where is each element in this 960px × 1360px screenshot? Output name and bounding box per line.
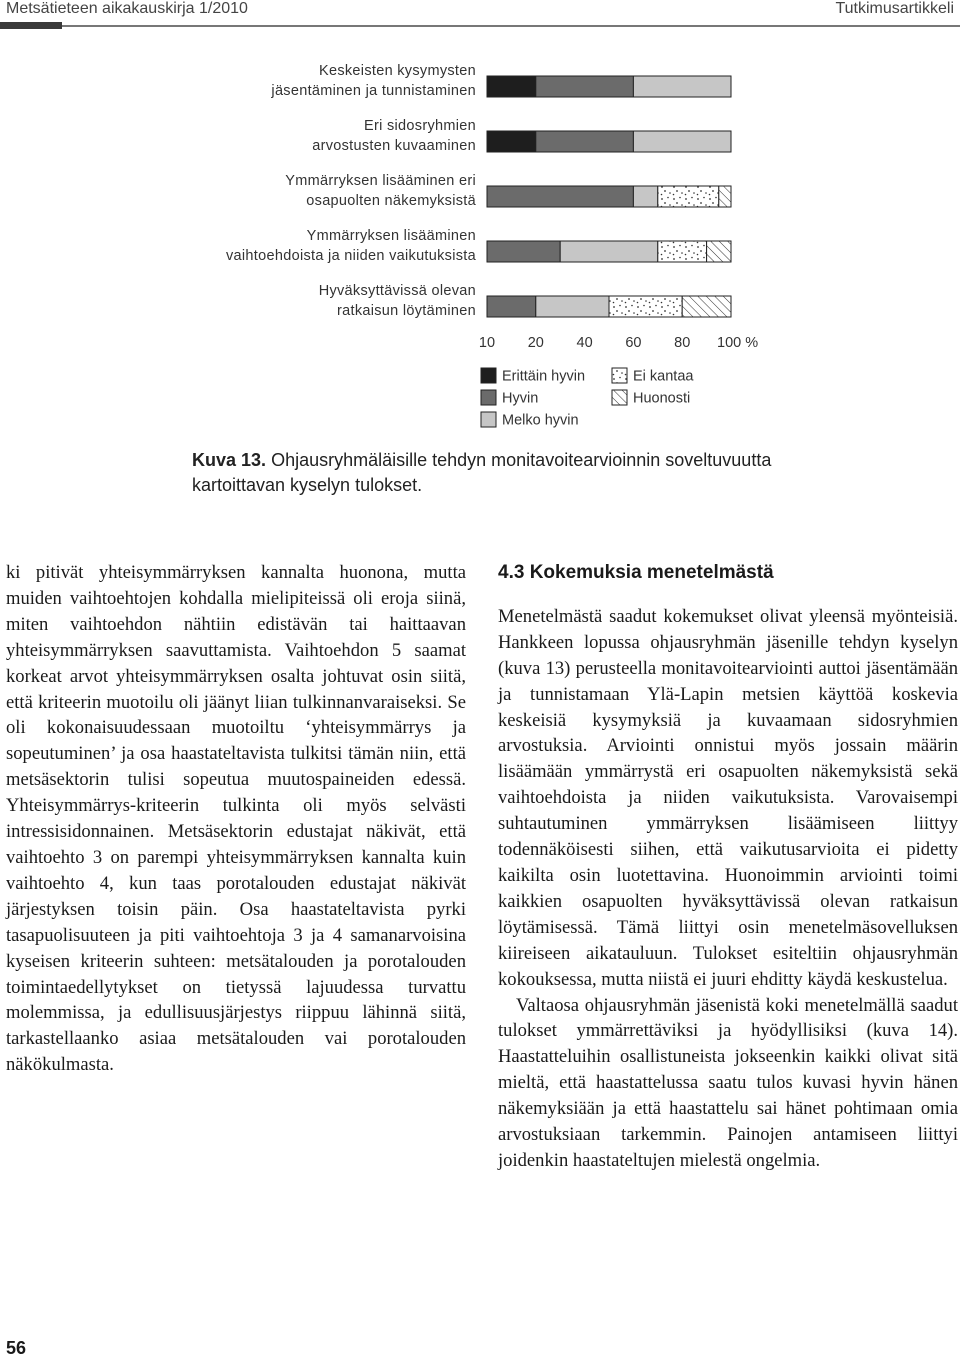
x-tick-label: 60 — [625, 335, 642, 351]
bar-segment — [487, 186, 633, 207]
caption-label: Kuva 13. — [192, 450, 267, 470]
legend-swatch — [481, 368, 496, 383]
bar-segment — [682, 296, 731, 317]
legend-label: Hyvin — [502, 390, 539, 407]
bar-segment — [719, 186, 731, 207]
category-label: jäsentäminen ja tunnistaminen — [271, 83, 476, 99]
category-label: Ymmärryksen lisääminen — [306, 228, 476, 244]
category-label: vaihtoehdoista ja niiden vaikutuksista — [226, 248, 476, 264]
bar-segment — [633, 131, 731, 152]
category-label: Ymmärryksen lisääminen eri — [285, 173, 476, 189]
left-column — [6, 560, 466, 1078]
x-tick-label: 100 % — [717, 335, 759, 351]
legend-swatch — [612, 368, 627, 383]
category-label: ratkaisun löytäminen — [337, 303, 476, 319]
legend-label: Erittäin hyvin — [502, 368, 586, 385]
bar-segment — [487, 76, 536, 97]
bar-segment — [609, 296, 682, 317]
category-label: arvostusten kuvaaminen — [312, 138, 476, 154]
category-label: Keskeisten kysymysten — [319, 63, 476, 79]
category-label: osapuolten näkemyksistä — [306, 193, 476, 209]
legend-swatch — [481, 390, 496, 405]
x-tick-label: 20 — [527, 335, 544, 351]
header-rule-dark — [0, 22, 62, 29]
bar-segment — [536, 296, 609, 317]
bar-segment — [658, 186, 719, 207]
bar-segment — [487, 296, 536, 317]
figure-caption — [192, 448, 792, 498]
journal-title: Metsätieteen aikakauskirja 1/2010 — [6, 0, 248, 17]
right-column — [498, 560, 958, 1174]
bar-segment — [658, 241, 707, 262]
page-number: 56 — [6, 1338, 27, 1358]
x-tick-label: 40 — [576, 335, 593, 351]
body-paragraph: ki pitivät yhteisymmärryksen kannalta huonona, mutta muiden vaihtoehtojen kohdalla mielipiteissä oli eroja siinä, miten vaihtoehdon nähtiin edistävän tai haittaavan yhteisymmärryksen saavuttamista. Vaihtoehdon 5 saamat korkeat arvot yhteisymmärryksen osalta johtuvat osin siitä, että kriteerin muotoilu oli jäänyt liian tulkinnanvaraiseksi. Se oli kokonaisuudessaan muotoiltu ‘yhteisymmärrys ja sopeutuminen’ ja osa haastateltavista tulkitsi tämän niin, että metsäsektorin tulisi sopeutua muutospaineiden edessä. Yhteisymmärrys-kriteerin tulkinta oli myös selvästi intressisidonnainen. Metsäsektorin edustajat näkivät, että vaihtoehto 3 on parempi yhteisymmärryksen kannalta kuin vaihtoehto 4, kun taas porotalouden edustajat näkivät järjestyksen toisin päin. Osa haastateltavista pyrki tasapuolisuuteen ja piti vaihtoehtoja 3 ja 4 samanarvoisina kyseisen kriteerin suhteen: metsätalouden ja porotalouden toimintaedellytykset on tietyssä lajuudessa turvattu molemmissa, ja edullisuusjärjestys riippuu lähinnä siitä, tarkastellaanko asiaa metsätalouden vai porotalouden näkökulmasta. — [6, 562, 466, 1076]
x-tick-label: 10 — [478, 335, 496, 351]
bar-segment — [487, 131, 536, 152]
bar-segment — [536, 131, 634, 152]
figure-13-chart — [0, 40, 960, 440]
header-rule — [62, 25, 960, 27]
category-label: Eri sidosryhmien — [364, 118, 476, 134]
caption-text: Ohjausryhmäläisille tehdyn monitavoitearvioinnin soveltuvuutta kartoittavan kyselyn tulokset. — [192, 450, 772, 495]
bar-segment — [560, 241, 658, 262]
bar-segment — [487, 241, 560, 262]
stacked-bar-chart — [0, 40, 960, 440]
legend-label: Ei kantaa — [633, 368, 694, 385]
bar-segment — [707, 241, 731, 262]
category-label: Hyväksyttävissä olevan — [318, 283, 476, 299]
legend-label: Melko hyvin — [502, 412, 579, 429]
legend-swatch — [612, 390, 627, 405]
body-paragraph: Valtaosa ohjausryhmän jäsenistä koki menetelmällä saadut tulokset ymmärrettäviksi ja hyödyllisiksi (kuva 14). Haastatteluihin osallistuneista jokseenkin kaikki olivat sitä mieltä, että haastattelussa saatu tulos kuvasi hyvin hänen näkemyksiään ja että haastattelu sai hänet pohtimaan omia arvostuksiaan tarkemmin. Painojen antamiseen liittyi joidenkin haastateltujen mielestä ongelmia. — [498, 994, 958, 1171]
page-header — [0, 0, 960, 22]
bar-segment — [536, 76, 634, 97]
bar-segment — [633, 186, 657, 207]
legend-label: Huonosti — [633, 390, 691, 407]
section-heading: 4.3 Kokemuksia menetelmästä — [498, 562, 774, 583]
bar-segment — [633, 76, 731, 97]
body-paragraph: Menetelmästä saadut kokemukset olivat yleensä myönteisiä. Hankkeen lopussa ohjausryhmän jäsenille tehdyn kyselyn (kuva 13) perusteella monitavoitearviointi auttoi jäsentämään ja tunnistamaan Ylä-Lapin metsien käyttöä koskevia keskeisiä kysymyksiä ja kuvaamaan sidosryhmien arvostuksia. Arviointi onnistui myös jossain määrin lisäämään ymmärrystä eri osapuolten näkemyksistä sekä vaihtoehdoista ja niiden vaikutuksista. Varovaisempi suhtautuminen ymmärryksen lisäämiseen liittyy todennäköisesti siihen, että vaikutusarvioita ei pidetty kaikilta osin luotettavina. Huonoimmin arviointi toimi kaikkien osapuolten hyväksyttävissä olevan ratkaisun löytämisessä. Tämä liittyi osin menetelmäsovelluksen kiireiseen aikatauluun. Tulokset esiteltiin ohjausryhmän kokouksessa, mutta niistä ei juuri ehditty käydä keskustelua. — [498, 605, 958, 990]
legend-swatch — [481, 412, 496, 427]
x-tick-label: 80 — [674, 335, 691, 351]
section-title: Tutkimusartikkeli — [835, 0, 954, 17]
